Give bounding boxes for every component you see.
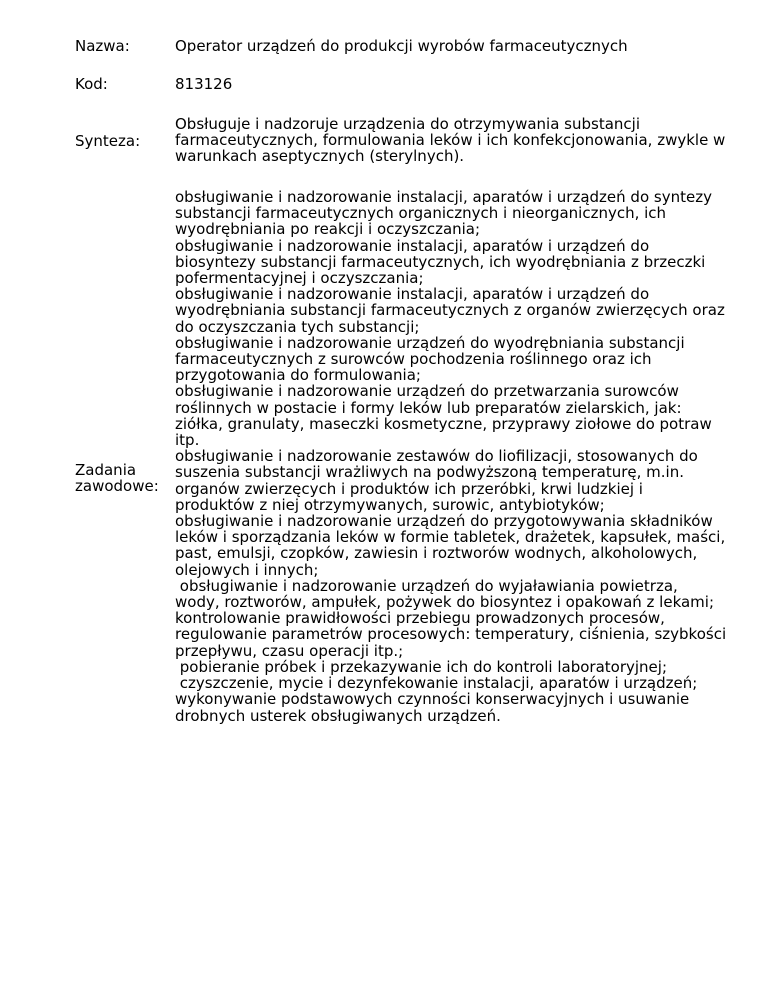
task-line: past, emulsji, czopków, zawiesin i roztworów wodnych, alkoholowych,	[175, 544, 698, 563]
synthesis-text	[175, 116, 735, 165]
task-line: czyszczenie, mycie i dezynfekowanie instalacji, aparatów i urządzeń;	[175, 674, 698, 693]
synthesis-label: Synteza:	[75, 132, 141, 150]
task-line: itp.	[175, 431, 200, 450]
code-row	[0, 76, 768, 92]
task-line: leków i sporządzania leków w formie tabletek, drażetek, kapsułek, maści,	[175, 528, 726, 547]
task-line: obsługiwanie i nadzorowanie zestawów do liofilizacji, stosowanych do	[175, 447, 698, 466]
task-line: pobieranie próbek i przekazywanie ich do kontroli laboratoryjnej;	[175, 657, 668, 676]
task-line: wyodrębniania substancji farmaceutycznych z organów zwierzęcych oraz	[175, 301, 725, 320]
task-line: obsługiwanie i nadzorowanie urządzeń do wyodrębniania substancji	[175, 333, 685, 352]
synthesis-line: warunkach aseptycznych (sterylnych).	[175, 147, 465, 166]
task-line: drobnych usterek obsługiwanych urządzeń.	[175, 706, 501, 725]
task-line: suszenia substancji wrażliwych na podwyższoną temperaturę, m.in.	[175, 463, 684, 482]
task-line: olejowych i innych;	[175, 560, 319, 579]
code-label: Kod:	[75, 75, 108, 93]
task-line: obsługiwanie i nadzorowanie instalacji, aparatów i urządzeń do syntezy	[175, 188, 712, 206]
name-value: Operator urządzeń do produkcji wyrobów farmaceutycznych	[175, 37, 628, 55]
synthesis-line: Obsługuje i nadzoruje urządzenia do otrzymywania substancji	[175, 115, 640, 133]
task-line: do oczyszczania tych substancji;	[175, 317, 420, 336]
task-line: wykonywanie podstawowych czynności konserwacyjnych i usuwanie	[175, 690, 690, 709]
task-line: obsługiwanie i nadzorowanie urządzeń do wyjaławiania powietrza,	[175, 576, 678, 595]
tasks-label	[75, 462, 175, 494]
task-line: roślinnych w postacie i formy leków lub preparatów zielarskich, jak:	[175, 398, 682, 417]
task-line: biosyntezy substancji farmaceutycznych, ich wyodrębniania z brzeczki	[175, 252, 706, 271]
synthesis-line: farmaceutycznych, formulowania leków i ich konfekcjonowania, zwykle w	[175, 131, 726, 150]
task-line: przepływu, czasu operacji itp.;	[175, 641, 404, 660]
task-line: obsługiwanie i nadzorowanie instalacji, aparatów i urządzeń do	[175, 236, 650, 255]
task-line: produktów z niej otrzymywanych, surowic, antybiotyków;	[175, 495, 605, 514]
task-line: obsługiwanie i nadzorowanie instalacji, aparatów i urządzeń do	[175, 285, 650, 304]
task-line: kontrolowanie prawidłowości przebiegu prowadzonych procesów,	[175, 609, 665, 628]
name-row	[0, 38, 768, 54]
task-line: wody, roztworów, ampułek, pożywek do biosyntez i opakowań z lekami;	[175, 593, 715, 612]
synthesis-row	[0, 116, 768, 166]
code-value: 813126	[175, 75, 233, 93]
task-line: organów zwierzęcych i produktów ich przeróbki, krwi ludzkiej i	[175, 479, 643, 498]
tasks-row	[0, 189, 768, 769]
task-line: pofermentacyjnej i oczyszczania;	[175, 269, 424, 288]
task-line: regulowanie parametrów procesowych: temperatury, ciśnienia, szybkości	[175, 625, 727, 644]
task-line: ziółka, granulaty, maseczki kosmetyczne, przyprawy ziołowe do potraw	[175, 414, 712, 433]
task-line: wyodrębniania po reakcji i oczyszczania;	[175, 220, 481, 239]
name-label: Nazwa:	[75, 37, 130, 55]
tasks-text	[175, 189, 735, 724]
task-line: obsługiwanie i nadzorowanie urządzeń do przetwarzania surowców	[175, 382, 679, 401]
tasks-label-line: zawodowe:	[75, 477, 159, 496]
task-line: farmaceutycznych z surowców pochodzenia roślinnego oraz ich	[175, 350, 652, 369]
task-line: obsługiwanie i nadzorowanie urządzeń do przygotowywania składników	[175, 512, 713, 531]
task-line: substancji farmaceutycznych organicznych i nieorganicznych, ich	[175, 204, 667, 223]
tasks-label-line: Zadania	[75, 461, 137, 479]
task-line: przygotowania do formulowania;	[175, 366, 421, 385]
